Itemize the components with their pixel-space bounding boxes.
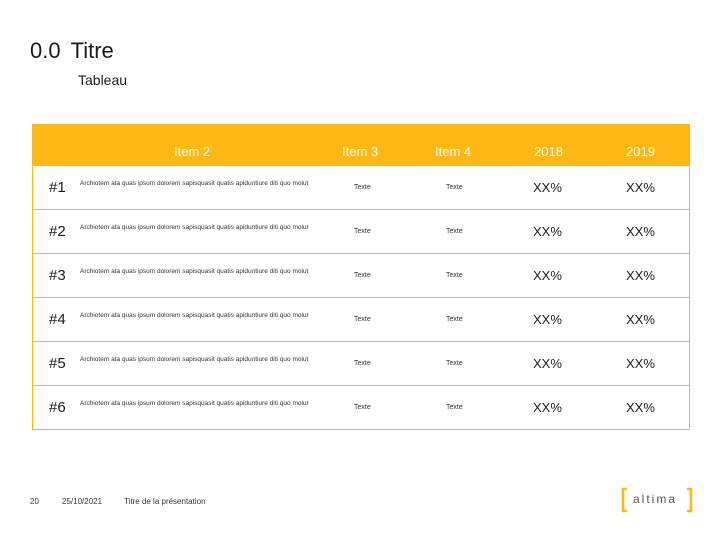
row-number: #6 [49,399,66,416]
row-number: #3 [49,267,66,284]
row-number: #1 [49,179,66,196]
column-header-item-4: Item 4 [435,144,472,159]
row-item-3: Texte [354,272,371,279]
row-description: Archiotem ata quas ipsum dolorem sapisquasit quatis apiduntiure diti quo molut [80,356,309,363]
row-number: #5 [49,355,66,372]
row-number: #4 [49,311,66,328]
row-item-3: Texte [354,316,371,323]
row-2019: XX% [626,180,655,195]
row-description: Archiotem ata quas ipsum dolorem sapisquasit quatis apiduntiure diti quo molut [80,180,309,187]
table-row [32,210,690,254]
row-description: Archiotem ata quas ipsum dolorem sapisquasit quatis apiduntiure diti quo molut [80,224,309,231]
row-item-3: Texte [354,404,371,411]
altima-logo [621,487,693,513]
column-header-2019: 2019 [626,144,655,159]
logo-text: altima [633,492,678,506]
table-row [32,386,690,430]
row-2018: XX% [533,268,562,283]
row-2019: XX% [626,400,655,415]
slide-title [30,38,114,64]
section-number: 0.0 [30,38,61,63]
row-2019: XX% [626,356,655,371]
row-2018: XX% [533,356,562,371]
table-row [32,342,690,386]
row-2019: XX% [626,268,655,283]
row-description: Archiotem ata quas ipsum dolorem sapisquasit quatis apiduntiure diti quo molut [80,400,309,407]
column-header-item-2: Item 2 [174,144,211,159]
row-description: Archiotem ata quas ipsum dolorem sapisquasit quatis apiduntiure diti quo molut [80,268,309,275]
row-item-4: Texte [446,228,463,235]
table-header [32,124,690,166]
row-2019: XX% [626,224,655,239]
footer-date: 25/10/2021 [62,497,103,506]
footer-presentation-title: Titre de la présentation [124,497,206,506]
row-2018: XX% [533,224,562,239]
row-2019: XX% [626,312,655,327]
row-description: Archiotem ata quas ipsum dolorem sapisquasit quatis apiduntiure diti quo molut [80,312,309,319]
row-item-3: Texte [354,184,371,191]
row-item-3: Texte [354,360,371,367]
row-item-4: Texte [446,404,463,411]
row-2018: XX% [533,400,562,415]
table-row [32,166,690,210]
row-2018: XX% [533,312,562,327]
row-item-4: Texte [446,360,463,367]
row-item-4: Texte [446,316,463,323]
row-number: #2 [49,223,66,240]
row-2018: XX% [533,180,562,195]
page-number: 20 [30,497,39,506]
slide-subtitle: Tableau [78,72,128,88]
column-header-item-3: Item 3 [342,144,379,159]
data-table [32,124,690,430]
row-item-3: Texte [354,228,371,235]
row-item-4: Texte [446,184,463,191]
row-item-4: Texte [446,272,463,279]
table-row [32,254,690,298]
title-text: Titre [70,38,114,63]
column-header-2018: 2018 [534,144,563,159]
table-row [32,298,690,342]
